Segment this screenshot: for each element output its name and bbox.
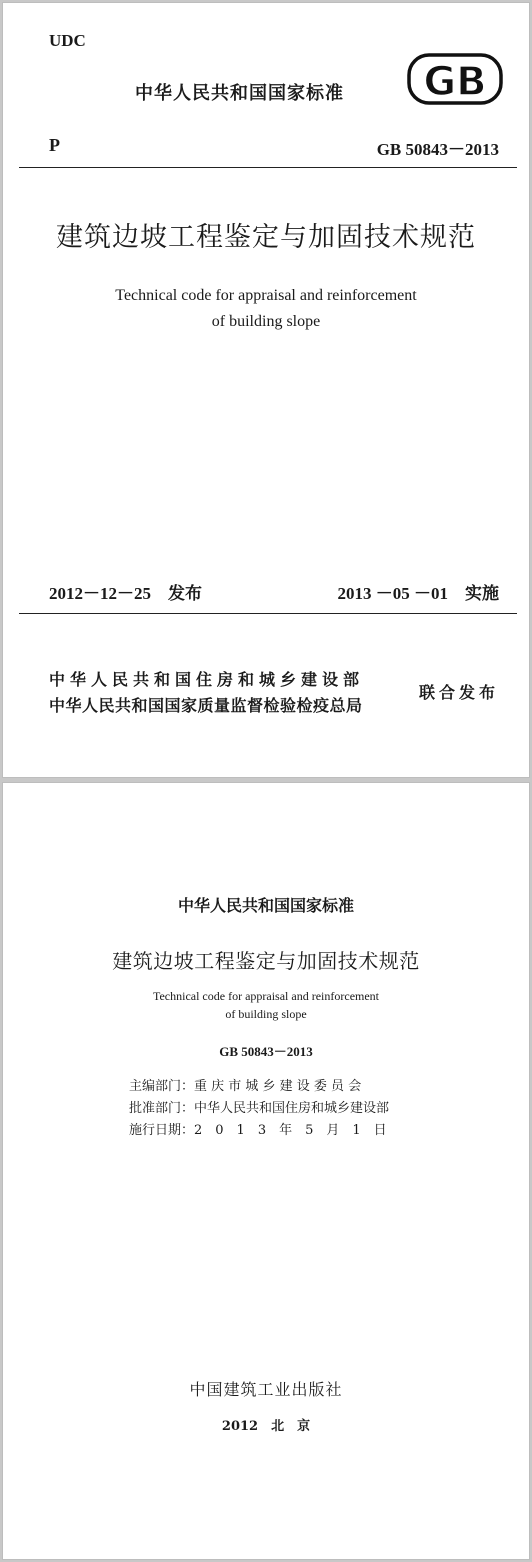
title-page-title-en-line1: Technical code for appraisal and reinforcement <box>152 989 380 1003</box>
udc-label: UDC <box>49 31 86 50</box>
approval-dept: 批准部门：中华人民共和国住房和城乡建设部 <box>129 1101 390 1116</box>
title-page-standard-code: GB 50843－2013 <box>219 1044 313 1059</box>
gb-logo-icon <box>407 53 503 105</box>
issuer-aqsiq: 中华人民共和国国家质量监督检验检疫总局 <box>49 696 363 715</box>
title-page <box>2 782 530 1560</box>
issuer-ministry-housing: 中华人民共和国住房和城乡建设部 <box>49 670 365 689</box>
effective-date: 施行日期：2 0 1 3 年 5 月 1 日 <box>129 1123 387 1138</box>
publisher: 中国建筑工业出版社 <box>189 1380 343 1399</box>
svg-text:GB: GB <box>423 59 487 105</box>
title-page-title-cn: 建筑边坡工程鉴定与加固技术规范 <box>112 949 420 973</box>
classification-letter: P <box>49 135 60 155</box>
bottom-rule <box>19 613 517 614</box>
cover-title-cn: 建筑边坡工程鉴定与加固技术规范 <box>56 222 476 253</box>
standard-code: GB 50843－2013 <box>376 140 499 159</box>
top-rule <box>19 167 517 168</box>
title-page-title-en-line2: of building slope <box>225 1007 307 1021</box>
implementation-date: 2013 －05 －01 实施 <box>337 584 499 603</box>
cover-title-en-line1: Technical code for appraisal and reinforcement <box>115 287 417 304</box>
national-standard-heading: 中华人民共和国国家标准 <box>135 83 344 104</box>
cover-page <box>2 2 530 778</box>
publication-place-year: 2012 北 京 <box>221 1419 311 1434</box>
joint-release-label: 联合发布 <box>418 683 499 702</box>
title-page-national-standard: 中华人民共和国国家标准 <box>177 896 354 915</box>
issue-date: 2012－12－25 发布 <box>49 584 202 603</box>
cover-title-en-line2: of building slope <box>211 313 321 330</box>
chief-editor-dept: 主编部门：重 庆 市 城 乡 建 设 委 员 会 <box>129 1079 362 1094</box>
